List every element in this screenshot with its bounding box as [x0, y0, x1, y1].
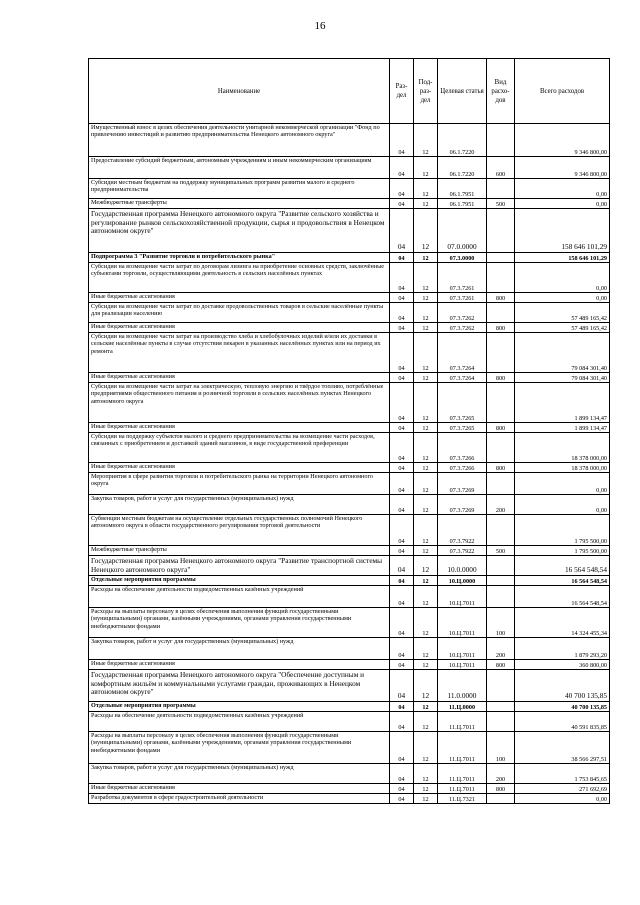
row-expense-type: 500: [487, 546, 515, 556]
header-expense-type: Вид расхо-дов: [487, 59, 515, 124]
row-subsection: 12: [414, 784, 438, 794]
row-article: 10.Ц.7011: [438, 660, 487, 670]
table-row: [89, 670, 610, 702]
table-row: [89, 124, 610, 157]
row-name: Субсидии на возмещение части затрат по договорам лизинга на приобретение основных средств, заключённые субъектами торговли, осуществляющими деятельность в сельских населённых пунктах: [89, 263, 390, 293]
row-expense-type: [487, 712, 515, 732]
row-total: 1 899 134,47: [515, 423, 610, 433]
row-section: 04: [390, 433, 414, 463]
row-article: 11.Ц.7011: [438, 784, 487, 794]
row-section: 04: [390, 638, 414, 660]
row-subsection: 12: [414, 253, 438, 263]
row-total: 40 591 835,85: [515, 712, 610, 732]
row-subsection: 12: [414, 323, 438, 333]
table-row: [89, 293, 610, 303]
row-subsection: 12: [414, 157, 438, 179]
row-name: Государственная программа Ненецкого автономного округа "Развитие транспортной системы Ненецкого автономного округа": [89, 556, 390, 576]
row-name: Подпрограмма 3 "Развитие торговли и потребительского рынка": [89, 253, 390, 263]
row-total: 79 084 301,40: [515, 373, 610, 383]
row-subsection: 12: [414, 638, 438, 660]
table-row: [89, 333, 610, 373]
table-row: [89, 179, 610, 199]
row-expense-type: 800: [487, 463, 515, 473]
row-subsection: 12: [414, 263, 438, 293]
row-section: 04: [390, 179, 414, 199]
table-row: [89, 473, 610, 495]
row-article: 06.1.7220: [438, 124, 487, 157]
table-row: [89, 702, 610, 712]
row-article: 06.1.7951: [438, 179, 487, 199]
row-total: 1 795 500,00: [515, 546, 610, 556]
row-section: 04: [390, 794, 414, 804]
row-subsection: 12: [414, 586, 438, 608]
row-total: 38 566 297,51: [515, 732, 610, 764]
row-name: Иные бюджетные ассигнования: [89, 323, 390, 333]
header-section: Раз-дел: [390, 59, 414, 124]
row-subsection: 12: [414, 608, 438, 638]
row-name: Государственная программа Ненецкого автономного округа "Развитие сельского хозяйства и регулирование рынков сельскохозяйственной продукции, сырья и продовольствия в Ненецком автономном округе": [89, 209, 390, 253]
table-row: [89, 660, 610, 670]
row-article: 07.3.0000: [438, 253, 487, 263]
row-article: 07.3.7269: [438, 495, 487, 515]
table-header-row: [89, 59, 610, 124]
row-expense-type: 800: [487, 660, 515, 670]
table-row: [89, 586, 610, 608]
table-row: [89, 712, 610, 732]
row-name: Иные бюджетные ассигнования: [89, 784, 390, 794]
row-subsection: 12: [414, 333, 438, 373]
row-total: 0,00: [515, 263, 610, 293]
row-section: 04: [390, 199, 414, 209]
row-section: 04: [390, 253, 414, 263]
row-subsection: 12: [414, 576, 438, 586]
row-name: Иные бюджетные ассигнования: [89, 463, 390, 473]
table-row: [89, 638, 610, 660]
row-name: Отдельные мероприятия программы: [89, 702, 390, 712]
row-section: 04: [390, 473, 414, 495]
row-article: 06.1.7951: [438, 199, 487, 209]
row-subsection: 12: [414, 179, 438, 199]
row-subsection: 12: [414, 546, 438, 556]
row-total: 0,00: [515, 794, 610, 804]
row-section: 04: [390, 576, 414, 586]
row-section: 04: [390, 712, 414, 732]
row-total: 0,00: [515, 293, 610, 303]
row-total: 1 753 845,65: [515, 764, 610, 784]
row-expense-type: [487, 253, 515, 263]
row-subsection: 12: [414, 383, 438, 423]
row-expense-type: 600: [487, 157, 515, 179]
row-section: 04: [390, 546, 414, 556]
row-article: 11.Ц.7011: [438, 712, 487, 732]
row-article: 10.0.0000: [438, 556, 487, 576]
row-section: 04: [390, 495, 414, 515]
row-article: 11.Ц.7011: [438, 764, 487, 784]
budget-table: [88, 58, 610, 804]
row-subsection: 12: [414, 463, 438, 473]
row-article: 10.Ц.7011: [438, 638, 487, 660]
row-total: 158 646 101,29: [515, 253, 610, 263]
row-total: 360 800,00: [515, 660, 610, 670]
row-expense-type: 800: [487, 423, 515, 433]
row-subsection: 12: [414, 794, 438, 804]
row-section: 04: [390, 660, 414, 670]
row-subsection: 12: [414, 433, 438, 463]
table-row: [89, 199, 610, 209]
row-section: 04: [390, 333, 414, 373]
row-total: 57 489 165,42: [515, 323, 610, 333]
row-total: 16 564 548,54: [515, 576, 610, 586]
row-expense-type: [487, 556, 515, 576]
row-subsection: 12: [414, 293, 438, 303]
row-total: 1 879 293,20: [515, 638, 610, 660]
row-article: 10.Ц.7011: [438, 586, 487, 608]
row-total: 0,00: [515, 199, 610, 209]
row-article: 07.3.7262: [438, 303, 487, 323]
row-expense-type: 800: [487, 293, 515, 303]
header-article: Целевая статья: [438, 59, 487, 124]
header-name: Наименование: [89, 59, 390, 124]
row-section: 04: [390, 702, 414, 712]
row-expense-type: [487, 702, 515, 712]
row-article: 07.3.7266: [438, 433, 487, 463]
row-name: Иные бюджетные ассигнования: [89, 373, 390, 383]
row-name: Закупка товаров, работ и услуг для государственных (муниципальных) нужд: [89, 764, 390, 784]
row-subsection: 12: [414, 660, 438, 670]
row-name: Отдельные мероприятия программы: [89, 576, 390, 586]
row-article: 07.3.7261: [438, 293, 487, 303]
row-subsection: 12: [414, 670, 438, 702]
row-section: 04: [390, 764, 414, 784]
row-subsection: 12: [414, 124, 438, 157]
header-total: Всего расходов: [515, 59, 610, 124]
row-section: 04: [390, 463, 414, 473]
row-expense-type: 800: [487, 784, 515, 794]
row-section: 04: [390, 383, 414, 423]
row-total: 18 378 000,00: [515, 433, 610, 463]
row-section: 04: [390, 209, 414, 253]
row-article: 07.3.7262: [438, 323, 487, 333]
row-expense-type: [487, 303, 515, 323]
row-expense-type: 500: [487, 199, 515, 209]
row-subsection: 12: [414, 303, 438, 323]
row-expense-type: 100: [487, 732, 515, 764]
header-subsection: Под-раз-дел: [414, 59, 438, 124]
row-subsection: 12: [414, 702, 438, 712]
row-total: 1 899 134,47: [515, 383, 610, 423]
row-name: Иные бюджетные ассигнования: [89, 293, 390, 303]
row-article: 07.3.7261: [438, 263, 487, 293]
page-number: 16: [314, 20, 326, 32]
row-name: Межбюджетные трансферты: [89, 199, 390, 209]
table-row: [89, 732, 610, 764]
row-article: 11.0.0000: [438, 670, 487, 702]
row-article: 07.3.7266: [438, 463, 487, 473]
row-section: 04: [390, 263, 414, 293]
table-row: [89, 794, 610, 804]
row-article: 11.Ц.7011: [438, 732, 487, 764]
row-name: Расходы на выплаты персоналу в целях обеспечения выполнения функций государственными (муниципальными) органами, казёнными учреждениями, органами управления государственными внебюджетными фондами: [89, 608, 390, 638]
row-expense-type: [487, 333, 515, 373]
row-expense-type: 100: [487, 608, 515, 638]
row-section: 04: [390, 586, 414, 608]
row-name: Межбюджетные трансферты: [89, 546, 390, 556]
row-name: Субсидии на возмещение части затрат по доставке продовольственных товаров в сельские населённые пункты для реализации населению: [89, 303, 390, 323]
table-row: [89, 303, 610, 323]
row-name: Иные бюджетные ассигнования: [89, 423, 390, 433]
row-total: 18 378 000,00: [515, 463, 610, 473]
row-subsection: 12: [414, 373, 438, 383]
row-name: Субсидии местным бюджетам на поддержку муниципальных программ развития малого и среднего предпринимательства: [89, 179, 390, 199]
row-name: Субвенции местным бюджетам на осуществление отдельных государственных полномочий Ненецкого автономного округа в области государственного регулирования торговой деятельности: [89, 515, 390, 546]
row-subsection: 12: [414, 712, 438, 732]
row-expense-type: 800: [487, 373, 515, 383]
row-article: 10.Ц.7011: [438, 608, 487, 638]
row-total: 14 324 455,34: [515, 608, 610, 638]
row-name: Субсидии на возмещение части затрат на электрическую, тепловую энергию и твёрдое топливо, потреблённые предприятиями общественного питания и розничной торговли в сельских населённых пунктах Ненецкого автономного округа: [89, 383, 390, 423]
row-subsection: 12: [414, 495, 438, 515]
row-name: Мероприятия в сфере развития торговли и потребительского рынка на территории Ненецкого автономного округа: [89, 473, 390, 495]
row-expense-type: [487, 670, 515, 702]
row-article: 07.3.7264: [438, 373, 487, 383]
table-row: [89, 323, 610, 333]
table-row: [89, 157, 610, 179]
row-total: 0,00: [515, 473, 610, 495]
row-total: 0,00: [515, 179, 610, 199]
row-subsection: 12: [414, 515, 438, 546]
row-expense-type: 800: [487, 323, 515, 333]
row-expense-type: [487, 473, 515, 495]
row-total: 16 564 548,54: [515, 586, 610, 608]
row-section: 04: [390, 293, 414, 303]
row-expense-type: [487, 515, 515, 546]
table-row: [89, 556, 610, 576]
row-article: 06.1.7220: [438, 157, 487, 179]
row-name: Закупка товаров, работ и услуг для государственных (муниципальных) нужд: [89, 495, 390, 515]
row-total: 57 489 165,42: [515, 303, 610, 323]
row-total: 1 795 500,00: [515, 515, 610, 546]
table-row: [89, 253, 610, 263]
row-name: Государственная программа Ненецкого автономного округа "Обеспечение доступным и комфортным жильём и коммунальными услугами граждан, проживающих в Ненецком автономном округе": [89, 670, 390, 702]
row-section: 04: [390, 423, 414, 433]
row-section: 04: [390, 323, 414, 333]
row-expense-type: [487, 209, 515, 253]
row-total: 40 700 135,85: [515, 702, 610, 712]
row-total: 9 346 800,00: [515, 124, 610, 157]
row-total: 158 646 101,29: [515, 209, 610, 253]
row-article: 07.3.7922: [438, 515, 487, 546]
table-row: [89, 495, 610, 515]
row-total: 0,00: [515, 495, 610, 515]
row-expense-type: [487, 576, 515, 586]
row-article: 07.3.7922: [438, 546, 487, 556]
row-expense-type: 200: [487, 764, 515, 784]
row-name: Расходы на обеспечение деятельности подведомственных казённых учреждений: [89, 586, 390, 608]
row-name: Расходы на выплаты персоналу в целях обеспечения выполнения функций государственными (муниципальными) органами, казёнными учреждениями, органами управления государственными внебюджетными фондами: [89, 732, 390, 764]
row-total: 16 564 548,54: [515, 556, 610, 576]
row-article: 11.Ц.7321: [438, 794, 487, 804]
table-row: [89, 373, 610, 383]
row-section: 04: [390, 556, 414, 576]
row-article: 07.3.7264: [438, 333, 487, 373]
row-name: Расходы на обеспечение деятельности подведомственных казённых учреждений: [89, 712, 390, 732]
table-row: [89, 463, 610, 473]
table-row: [89, 423, 610, 433]
row-article: 07.0.0000: [438, 209, 487, 253]
row-total: 9 346 800,00: [515, 157, 610, 179]
row-expense-type: [487, 383, 515, 423]
row-article: 11.Ц.0000: [438, 702, 487, 712]
row-name: Субсидии на возмещение части затрат на производство хлеба и хлебобулочных изделий и/или их доставки в сельские населённые пункты в случае отсутствия пекарен в указанных населённых пунктах или на период их ремонта: [89, 333, 390, 373]
table-row: [89, 383, 610, 423]
row-article: 07.3.7265: [438, 383, 487, 423]
row-total: 40 700 135,85: [515, 670, 610, 702]
table-row: [89, 209, 610, 253]
row-article: 07.3.7269: [438, 473, 487, 495]
row-expense-type: [487, 794, 515, 804]
row-subsection: 12: [414, 473, 438, 495]
row-expense-type: [487, 124, 515, 157]
row-expense-type: 200: [487, 495, 515, 515]
row-expense-type: [487, 433, 515, 463]
row-subsection: 12: [414, 423, 438, 433]
row-subsection: 12: [414, 764, 438, 784]
row-subsection: 12: [414, 209, 438, 253]
row-subsection: 12: [414, 556, 438, 576]
table-row: [89, 433, 610, 463]
table-body: [89, 124, 610, 804]
row-name: Субсидии на поддержку субъектов малого и среднего предпринимательства на возмещение части расходов, связанных с приобретением и доставкой зданий магазинов, в виде государственной преференции: [89, 433, 390, 463]
row-section: 04: [390, 608, 414, 638]
row-name: Предоставление субсидий бюджетным, автономным учреждениям и иным некоммерческим организациям: [89, 157, 390, 179]
row-total: 271 692,69: [515, 784, 610, 794]
row-section: 04: [390, 732, 414, 764]
row-section: 04: [390, 157, 414, 179]
row-subsection: 12: [414, 732, 438, 764]
row-section: 04: [390, 784, 414, 794]
row-expense-type: [487, 586, 515, 608]
row-article: 10.Ц.0000: [438, 576, 487, 586]
row-name: Разработка документов в сфере градостроительной деятельности: [89, 794, 390, 804]
table-row: [89, 608, 610, 638]
table-row: [89, 515, 610, 546]
row-section: 04: [390, 670, 414, 702]
row-section: 04: [390, 373, 414, 383]
table-row: [89, 576, 610, 586]
table-row: [89, 263, 610, 293]
row-expense-type: 200: [487, 638, 515, 660]
row-name: Иные бюджетные ассигнования: [89, 660, 390, 670]
row-total: 79 084 301,40: [515, 333, 610, 373]
row-section: 04: [390, 124, 414, 157]
row-section: 04: [390, 303, 414, 323]
row-expense-type: [487, 179, 515, 199]
row-name: Имущественный взнос в целях обеспечения деятельности унитарной некоммерческой организации "Фонд по привлечению инвестиций и развитию предпринимательства Ненецкого автономного округа": [89, 124, 390, 157]
row-subsection: 12: [414, 199, 438, 209]
table-row: [89, 546, 610, 556]
row-section: 04: [390, 515, 414, 546]
row-expense-type: [487, 263, 515, 293]
row-name: Закупка товаров, работ и услуг для государственных (муниципальных) нужд: [89, 638, 390, 660]
table-row: [89, 784, 610, 794]
row-article: 07.3.7265: [438, 423, 487, 433]
table-row: [89, 764, 610, 784]
